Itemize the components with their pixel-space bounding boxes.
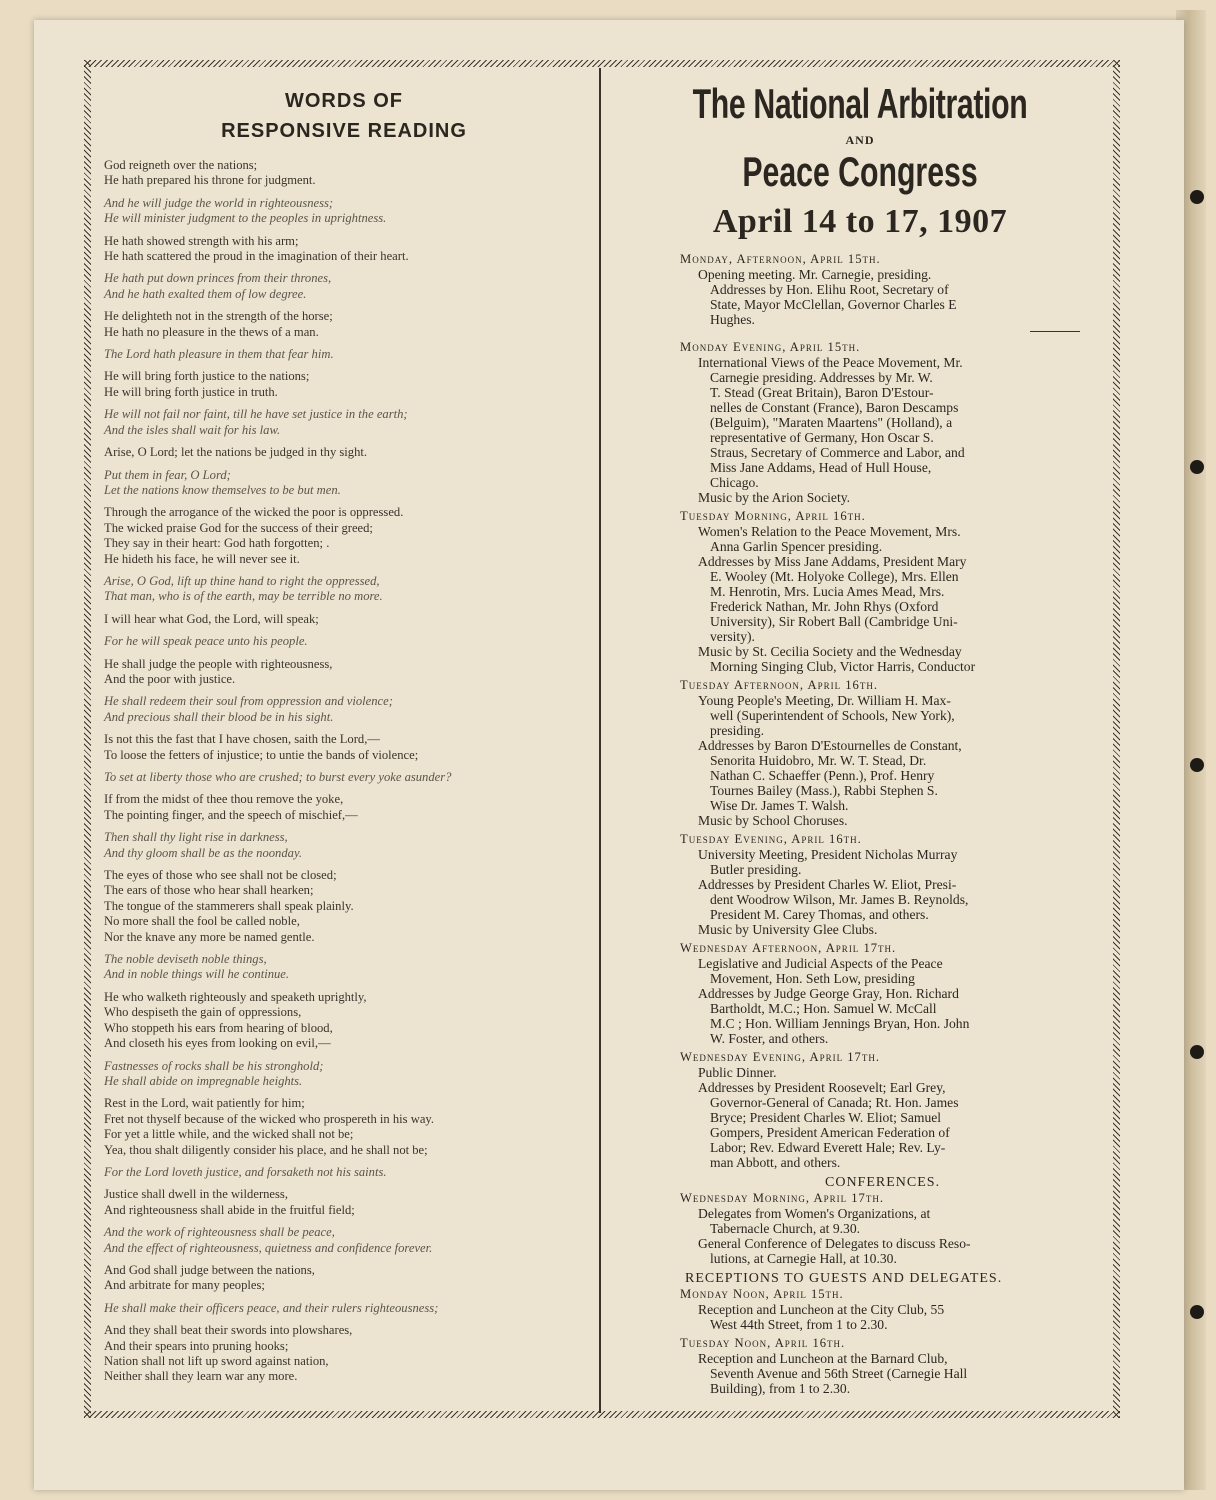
reading-verse	[104, 1263, 584, 1294]
session-line: Hughes.	[710, 312, 755, 327]
border-right	[1113, 60, 1120, 1418]
responsive-reading-title	[104, 86, 584, 146]
session-line: M. Henrotin, Mrs. Lucia Ames Mead, Mrs.	[710, 584, 945, 599]
congress-program-column	[610, 72, 1110, 1400]
conferences-heading: CONFERENCES.	[825, 1175, 941, 1190]
binder-stud	[1190, 1305, 1204, 1319]
session-line: Miss Jane Addams, Head of Hull House,	[710, 460, 932, 475]
session-heading: Tuesday Afternoon, April 16th.	[680, 678, 879, 692]
verse-line: He will not fail nor faint, till he have set justice in the earth;	[104, 407, 408, 422]
verse-line: And the work of righteousness shall be peace,	[104, 1225, 335, 1240]
session-line: University Meeting, President Nicholas Murray	[698, 847, 958, 862]
session-paragraph	[610, 1065, 1110, 1080]
session-paragraph	[610, 554, 1110, 644]
session-line: General Conference of Delegates to discuss Reso-	[698, 1236, 971, 1251]
response-verse	[104, 952, 584, 983]
program-session	[610, 1287, 1110, 1332]
receptions-heading: RECEPTIONS TO GUESTS AND DELEGATES.	[685, 1271, 1003, 1286]
verse-line: He will bring forth justice to the nations;	[104, 369, 310, 384]
session-line: Building), from 1 to 2.30.	[710, 1381, 851, 1396]
response-verse	[104, 574, 584, 605]
title-line: RESPONSIVE READING	[221, 120, 467, 142]
session-line: Frederick Nathan, Mr. John Rhys (Oxford	[710, 599, 939, 614]
verse-line: For the Lord loveth justice, and forsaketh not his saints.	[104, 1164, 387, 1179]
verse-line: And they shall beat their swords into plowshares,	[104, 1323, 353, 1338]
session-line: State, Mayor McClellan, Governor Charles E	[710, 297, 957, 312]
verse-line: That man, who is of the earth, may be terrible no more.	[104, 589, 383, 604]
congress-subtitle: Peace Congress	[742, 148, 978, 195]
verse-line: Nor the knave any more be named gentle.	[104, 929, 315, 944]
verse-line: Nation shall not lift up sword against nation,	[104, 1354, 329, 1368]
reading-verse	[104, 732, 584, 763]
response-verse	[104, 1225, 584, 1256]
program-session	[610, 509, 1110, 674]
session-line: Straus, Secretary of Commerce and Labor, and	[710, 445, 965, 460]
session-line: E. Wooley (Mt. Holyoke College), Mrs. Ellen	[710, 569, 959, 584]
session-paragraph	[610, 693, 1110, 738]
verse-line: He hideth his face, he will never see it.	[104, 551, 300, 566]
session-line: Morning Singing Club, Victor Harris, Conductor	[710, 659, 976, 674]
session-line: versity).	[710, 629, 755, 644]
session-line: Reception and Luncheon at the City Club, 55	[698, 1302, 945, 1317]
program-session	[610, 832, 1110, 937]
verse-line: And he hath exalted them of low degree.	[104, 286, 307, 301]
program-session	[610, 252, 1110, 327]
reading-verse	[104, 990, 584, 1052]
verse-line: Put them in fear, O Lord;	[104, 467, 231, 482]
session-line: Addresses by Miss Jane Addams, President Mary	[698, 554, 967, 569]
session-paragraph	[610, 922, 1110, 937]
program-session	[610, 1050, 1110, 1170]
verse-line: Who stoppeth his ears from hearing of blood,	[104, 1020, 333, 1035]
session-line: representative of Germany, Hon Oscar S.	[710, 430, 934, 445]
session-paragraph	[610, 490, 1110, 505]
column-divider	[599, 68, 601, 1413]
session-paragraph	[610, 355, 1110, 490]
reading-verse	[104, 369, 584, 400]
session-paragraph	[610, 1302, 1110, 1332]
session-line: Addresses by President Charles W. Eliot, Presi-	[698, 877, 957, 892]
verse-line: Let the nations know themselves to be but men.	[104, 482, 341, 497]
verse-line: For he will speak peace unto his people.	[104, 634, 308, 649]
session-line: Public Dinner.	[698, 1065, 777, 1080]
session-line: Tabernacle Church, at 9.30.	[710, 1221, 861, 1236]
verse-line: And the isles shall wait for his law.	[104, 422, 281, 437]
session-line: man Abbott, and others.	[710, 1155, 841, 1170]
responsive-reading-column	[104, 86, 584, 1392]
session-line: dent Woodrow Wilson, Mr. James B. Reynolds,	[710, 892, 969, 907]
border-bottom	[84, 1411, 1120, 1418]
reading-verse	[104, 868, 584, 945]
session-paragraph	[610, 1236, 1110, 1266]
verse-line: And God shall judge between the nations,	[104, 1262, 315, 1277]
response-verse	[104, 1301, 584, 1316]
reading-verse	[104, 158, 584, 189]
verse-line: Fret not thyself because of the wicked who prospereth in his way.	[104, 1111, 435, 1126]
session-line: Addresses by Judge George Gray, Hon. Richard	[698, 986, 959, 1001]
session-line: Addresses by Baron D'Estournelles de Constant,	[698, 738, 962, 753]
session-line: Addresses by Hon. Elihu Root, Secretary of	[710, 282, 949, 297]
congress-title-and: AND	[845, 133, 875, 147]
session-line: lutions, at Carnegie Hall, at 10.30.	[710, 1251, 897, 1266]
verse-line: He shall judge the people with righteousness,	[104, 656, 333, 671]
session-heading: Tuesday Noon, April 16th.	[680, 1336, 846, 1350]
session-line: well (Superintendent of Schools, New York),	[710, 708, 955, 723]
verse-line: He shall abide on impregnable heights.	[104, 1073, 303, 1088]
session-line: Chicago.	[710, 475, 759, 490]
verse-line: He who walketh righteously and speaketh uprightly,	[104, 989, 367, 1004]
verse-line: He hath no pleasure in the thews of a man.	[104, 324, 319, 339]
binder-stud	[1190, 190, 1204, 204]
session-line: Delegates from Women's Organizations, at	[698, 1206, 931, 1221]
verse-line: And closeth his eyes from looking on evil,—	[104, 1036, 331, 1051]
session-line: Legislative and Judicial Aspects of the Peace	[698, 956, 943, 971]
session-line: Bryce; President Charles W. Eliot; Samuel	[710, 1110, 942, 1125]
session-list	[610, 252, 1110, 1170]
response-verse	[104, 1165, 584, 1180]
session-paragraph	[610, 986, 1110, 1046]
session-heading: Monday Evening, April 15th.	[680, 340, 861, 354]
reading-verse	[104, 1323, 584, 1385]
session-line: Carnegie presiding. Addresses by Mr. W.	[710, 370, 933, 385]
session-line: Opening meeting. Mr. Carnegie, presiding.	[698, 267, 932, 282]
response-verse	[104, 634, 584, 649]
reading-verse	[104, 792, 584, 823]
session-line: Butler presiding.	[710, 862, 802, 877]
title-line: WORDS OF	[285, 90, 403, 112]
session-line: Senorita Huidobro, Mr. W. T. Stead, Dr.	[710, 753, 927, 768]
congress-dates: April 14 to 17, 1907	[712, 203, 1008, 240]
verse-line: He hath prepared his throne for judgment.	[104, 173, 316, 188]
verse-line: Who despiseth the gain of oppressions,	[104, 1005, 302, 1020]
session-paragraph	[610, 524, 1110, 554]
border-top	[84, 60, 1120, 67]
session-heading: Wednesday Afternoon, April 17th.	[680, 941, 897, 955]
session-line: University), Sir Robert Ball (Cambridge Uni-	[710, 614, 958, 629]
verse-line: And arbitrate for many peoples;	[104, 1278, 265, 1293]
session-line: Nathan C. Schaeffer (Penn.), Prof. Henry	[710, 768, 935, 783]
session-paragraph	[610, 738, 1110, 813]
verse-line: For yet a little while, and the wicked shall not be;	[104, 1127, 354, 1142]
verse-line: And precious shall their blood be in his sight.	[104, 709, 334, 724]
verse-line: The eyes of those who see shall not be closed;	[104, 868, 337, 883]
verse-line: If from the midst of thee thou remove the yoke,	[104, 792, 344, 807]
session-line: presiding.	[710, 723, 764, 738]
verse-line: He will bring forth justice in truth.	[104, 384, 278, 399]
response-verse	[104, 407, 584, 438]
verse-line: Fastnesses of rocks shall be his stronghold;	[104, 1058, 324, 1073]
verse-line: Then shall thy light rise in darkness,	[104, 830, 288, 845]
program-session	[610, 678, 1110, 828]
reading-verse	[104, 657, 584, 688]
session-paragraph	[610, 877, 1110, 922]
verse-line: They say in their heart: God hath forgotten; .	[104, 536, 330, 551]
response-verse	[104, 271, 584, 302]
response-verse	[104, 830, 584, 861]
session-line: West 44th Street, from 1 to 2.30.	[710, 1317, 888, 1332]
conference-list	[610, 1191, 1110, 1266]
binder-stud	[1190, 460, 1204, 474]
verse-line: He delighteth not in the strength of the horse;	[104, 309, 333, 324]
verse-line: Through the arrogance of the wicked the poor is oppressed.	[104, 505, 404, 520]
border-left	[84, 60, 91, 1418]
session-paragraph	[610, 956, 1110, 986]
reading-verse	[104, 445, 584, 460]
session-paragraph	[610, 1206, 1110, 1236]
session-line: T. Stead (Great Britain), Baron D'Estour-	[710, 385, 934, 400]
verse-line: Is not this the fast that I have chosen, saith the Lord,—	[104, 732, 380, 747]
program-session	[610, 941, 1110, 1046]
reading-verse	[104, 505, 584, 567]
verse-line: And thy gloom shall be as the noonday.	[104, 845, 302, 860]
session-paragraph	[610, 644, 1110, 674]
verse-line: And in noble things will he continue.	[104, 967, 290, 982]
session-line: Young People's Meeting, Dr. William H. Max-	[698, 693, 951, 708]
response-verse	[104, 347, 584, 362]
reading-verse	[104, 612, 584, 627]
session-line: Governor-General of Canada; Rt. Hon. James	[710, 1095, 959, 1110]
session-line: (Belguim), "Maraten Maartens" (Holland), a	[710, 415, 953, 430]
session-paragraph	[610, 1080, 1110, 1170]
session-heading: Wednesday Evening, April 17th.	[680, 1050, 880, 1064]
verse-line: The Lord hath pleasure in them that fear him.	[104, 347, 334, 362]
verse-line: Justice shall dwell in the wilderness,	[104, 1187, 288, 1202]
session-line: President M. Carey Thomas, and others.	[710, 907, 929, 922]
reading-verse	[104, 234, 584, 265]
verse-line: To set at liberty those who are crushed; to burst every yoke asunder?	[104, 770, 452, 784]
session-line: Music by School Choruses.	[698, 813, 848, 828]
verse-line: He hath showed strength with his arm;	[104, 233, 299, 248]
session-paragraph	[610, 1351, 1110, 1396]
verse-line: Rest in the Lord, wait patiently for him;	[104, 1096, 305, 1111]
verse-line: The tongue of the stammerers shall speak plainly.	[104, 898, 354, 913]
verse-line: He hath scattered the proud in the imagination of their heart.	[104, 249, 409, 264]
session-line: W. Foster, and others.	[710, 1031, 829, 1046]
session-line: Women's Relation to the Peace Movement, Mrs.	[698, 524, 961, 539]
session-line: Gompers, President American Federation of	[710, 1125, 950, 1140]
reading-verse	[104, 1187, 584, 1218]
session-paragraph	[610, 267, 1110, 327]
verse-line: And their spears into pruning hooks;	[104, 1338, 289, 1353]
response-verse	[104, 196, 584, 227]
session-line: Music by the Arion Society.	[698, 490, 851, 505]
binder-stud	[1190, 758, 1204, 772]
verse-line: And righteousness shall abide in the fruitful field;	[104, 1202, 355, 1217]
congress-title: The National Arbitration	[692, 80, 1028, 127]
verse-line: And the poor with justice.	[104, 671, 236, 686]
reading-verse	[104, 309, 584, 340]
session-line: Addresses by President Roosevelt; Earl Grey,	[698, 1080, 946, 1095]
session-line: Bartholdt, M.C.; Hon. Samuel W. McCall	[710, 1001, 937, 1016]
binder-stud	[1190, 1045, 1204, 1059]
session-line: International Views of the Peace Movement, Mr.	[698, 355, 963, 370]
verse-line: I will hear what God, the Lord, will speak;	[104, 611, 319, 626]
session-paragraph	[610, 847, 1110, 877]
response-verse	[104, 1059, 584, 1090]
response-verse	[104, 770, 584, 785]
session-line: Seventh Avenue and 56th Street (Carnegie Hall	[710, 1366, 968, 1381]
verse-line: God reigneth over the nations;	[104, 158, 258, 172]
program-session	[610, 1191, 1110, 1266]
session-line: Movement, Hon. Seth Low, presiding	[710, 971, 915, 986]
verse-line: And the effect of righteousness, quietness and confidence forever.	[104, 1240, 433, 1255]
session-heading: Monday Noon, April 15th.	[680, 1287, 844, 1301]
program-session	[610, 1336, 1110, 1396]
program-session	[610, 340, 1110, 505]
reading-verse	[104, 1096, 584, 1158]
reception-list	[610, 1287, 1110, 1396]
verse-line: He hath put down princes from their thrones,	[104, 271, 332, 286]
verse-list	[104, 158, 584, 1385]
verse-line: The wicked praise God for the success of their greed;	[104, 520, 373, 535]
verse-line: No more shall the fool be called noble,	[104, 914, 300, 929]
session-line: Reception and Luncheon at the Barnard Club,	[698, 1351, 948, 1366]
verse-line: Arise, O God, lift up thine hand to right the oppressed,	[104, 573, 380, 588]
session-heading: Wednesday Morning, April 17th.	[680, 1191, 884, 1205]
session-heading: Tuesday Evening, April 16th.	[680, 832, 862, 846]
section-rule	[1030, 331, 1080, 332]
verse-line: Arise, O Lord; let the nations be judged in thy sight.	[104, 445, 368, 460]
session-line: Wise Dr. James T. Walsh.	[710, 798, 849, 813]
verse-line: The noble deviseth noble things,	[104, 952, 267, 967]
verse-line: The ears of those who hear shall hearken;	[104, 883, 314, 898]
verse-line: He shall redeem their soul from oppression and violence;	[104, 694, 393, 709]
session-line: Tournes Bailey (Mass.), Rabbi Stephen S.	[710, 783, 938, 798]
verse-line: He will minister judgment to the peoples in uprightness.	[104, 211, 387, 226]
session-line: Labor; Rev. Edward Everett Hale; Rev. Ly-	[710, 1140, 946, 1155]
session-heading: Tuesday Morning, April 16th.	[680, 509, 866, 523]
session-line: M.C ; Hon. William Jennings Bryan, Hon. John	[710, 1016, 970, 1031]
verse-line: And he will judge the world in righteousness;	[104, 195, 334, 210]
verse-line: To loose the fetters of injustice; to untie the bands of violence;	[104, 747, 419, 762]
response-verse	[104, 694, 584, 725]
verse-line: He shall make their officers peace, and their rulers righteousness;	[104, 1300, 439, 1315]
verse-line: The pointing finger, and the speech of mischief,—	[104, 807, 358, 822]
session-paragraph	[610, 813, 1110, 828]
session-line: Anna Garlin Spencer presiding.	[710, 539, 883, 554]
verse-line: Yea, thou shalt diligently consider his place, and he shall not be;	[104, 1142, 428, 1157]
verse-line: Neither shall they learn war any more.	[104, 1369, 298, 1384]
session-line: Music by University Glee Clubs.	[698, 922, 878, 937]
session-line: nelles de Constant (France), Baron Descamps	[710, 400, 959, 415]
session-heading: Monday, Afternoon, April 15th.	[680, 252, 881, 266]
response-verse	[104, 468, 584, 499]
session-line: Music by St. Cecilia Society and the Wednesday	[698, 644, 962, 659]
